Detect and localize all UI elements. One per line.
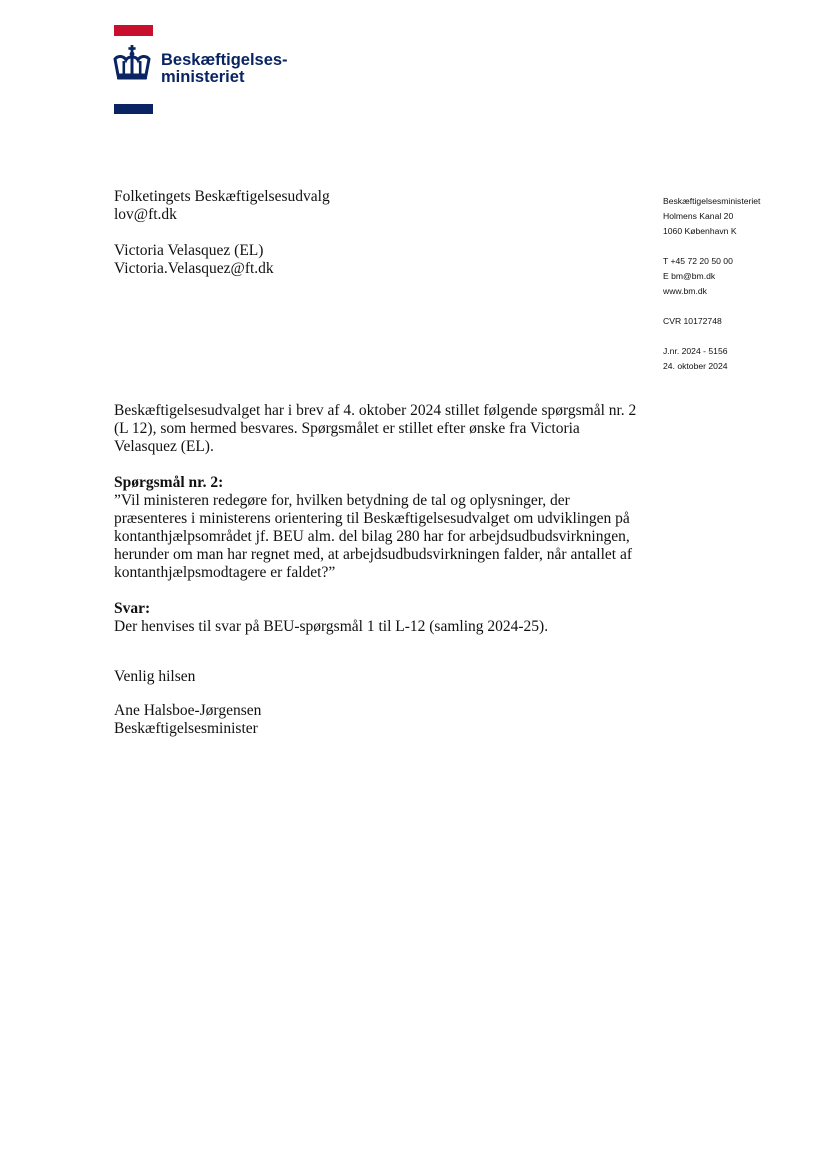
recipient-address xyxy=(114,188,330,296)
signer-title: Beskæftigelsesminister xyxy=(114,720,258,737)
greeting: Venlig hilsen xyxy=(114,668,196,685)
question-heading: Spørgsmål nr. 2: xyxy=(114,474,224,491)
sender-city: 1060 København K xyxy=(663,226,737,236)
sender-cvr: CVR 10172748 xyxy=(663,316,722,326)
answer-heading: Svar: xyxy=(114,600,151,617)
signer-name: Ane Halsboe-Jørgensen xyxy=(114,702,262,719)
sender-phone: T +45 72 20 50 00 xyxy=(663,256,733,266)
letter-date: 24. oktober 2024 xyxy=(663,361,728,371)
sender-street: Holmens Kanal 20 xyxy=(663,211,734,221)
logo-line-1: Beskæftigelses- xyxy=(161,51,288,69)
recipient-person-email: Victoria.Velasquez@ft.dk xyxy=(114,260,274,277)
closing xyxy=(114,668,261,738)
logo-flag-bottom xyxy=(114,104,153,114)
intro-paragraph: Beskæftigelsesudvalget har i brev af 4. oktober 2024 stillet følgende spørgsmål nr. 2 (L 12), som hermed besvares. Spørgsmålet er stillet efter ønske fra Victoria Velasquez (EL). xyxy=(114,402,637,455)
sender-info xyxy=(663,194,760,389)
logo-wordmark xyxy=(161,52,288,86)
journal-number: J.nr. 2024 - 5156 xyxy=(663,346,728,356)
sender-name: Beskæftigelsesministeriet xyxy=(663,196,761,206)
logo-line-2: ministeriet xyxy=(161,68,245,86)
sender-web: www.bm.dk xyxy=(663,286,707,296)
recipient-committee-email: lov@ft.dk xyxy=(114,206,177,223)
crown-icon xyxy=(112,45,152,81)
answer-text: Der henvises til svar på BEU-spørgsmål 1 til L-12 (samling 2024-25). xyxy=(114,618,549,635)
recipient-person: Victoria Velasquez (EL) xyxy=(114,242,264,259)
question-text: ”Vil ministeren redegøre for, hvilken betydning de tal og oplysninger, der præsenteres i ministerens orientering til Beskæftigelsesudvalget om udviklingen på kontanthjælpsområdet jf. BEU alm. del bilag 280 har for arbejdsudbudsvirkningen, herunder om man har regnet med, at arbejdsudbudsvirkningen falder, når antallet af kontanthjælpsmodtagere er faldet?” xyxy=(114,492,633,581)
logo-flag-top xyxy=(114,25,153,36)
recipient-committee: Folketingets Beskæftigelsesudvalg xyxy=(114,188,330,205)
letter-body xyxy=(114,402,639,636)
sender-email: E bm@bm.dk xyxy=(663,271,716,281)
